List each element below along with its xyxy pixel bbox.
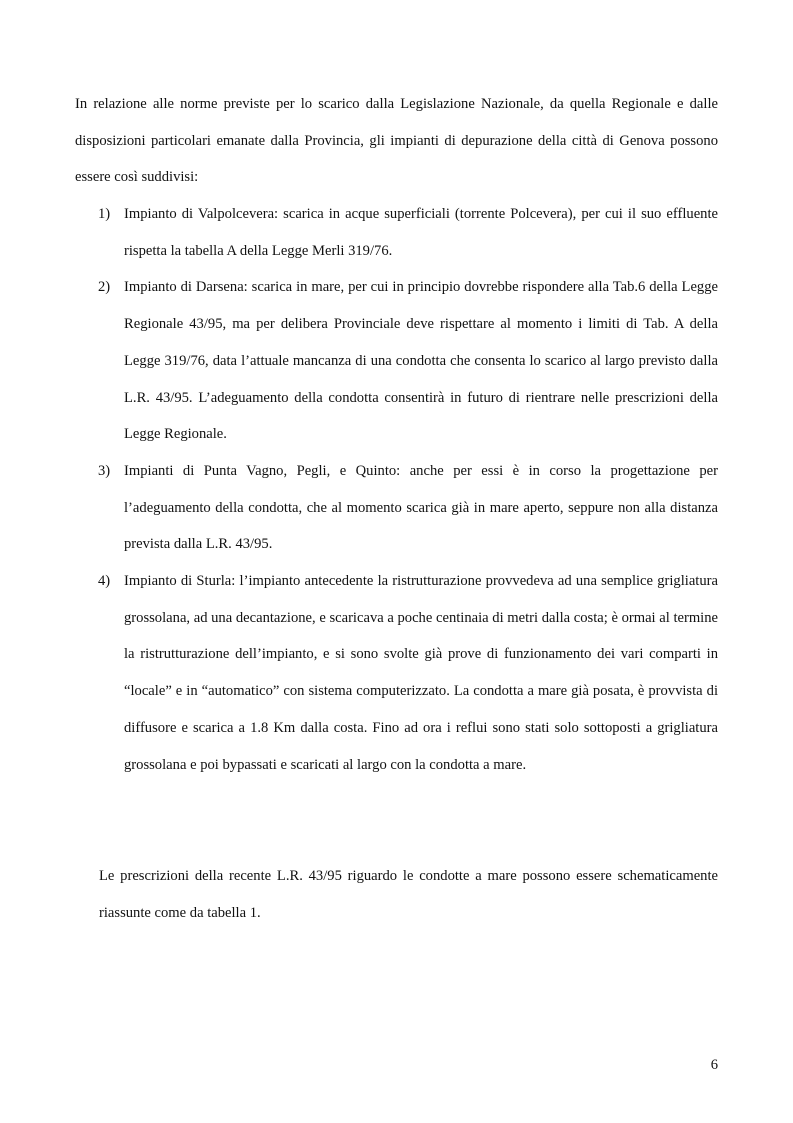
list-item-number: 4) bbox=[98, 573, 111, 590]
list-item-text: Impianto di Valpolcevera: scarica in acque superficiali (torrente Polcevera), per cui il suo effluente rispetta la tabella A della Legge Merli 319/76. bbox=[124, 206, 718, 259]
list-item-number: 1) bbox=[98, 206, 111, 222]
intro-paragraph: In relazione alle norme previste per lo scarico dalla Legislazione Nazionale, da quella Regionale e dalle disposizioni particolari emanate dalla Provincia, gli impianti di depurazione della città di Genova possono essere così suddivisi: bbox=[75, 96, 718, 186]
closing-paragraph: Le prescrizioni della recente L.R. 43/95 riguardo le condotte a mare possono essere schematicamente riassunte come da tabella 1. bbox=[99, 868, 718, 921]
list-item-number: 3) bbox=[98, 462, 111, 479]
list-item bbox=[75, 563, 718, 783]
page-number: 6 bbox=[710, 1057, 718, 1073]
list-item bbox=[75, 453, 718, 563]
list-item bbox=[75, 269, 718, 453]
plant-list bbox=[75, 196, 718, 783]
list-item bbox=[75, 196, 718, 269]
list-item-text: Impianto di Darsena: scarica in mare, per cui in principio dovrebbe rispondere alla Tab.6 della Legge Regionale 43/95, ma per delibera Provinciale deve rispettare al momento i limiti di Tab. A della Legge 319/76, data l’attuale mancanza di una condotta che consenta lo scarico al largo previsto dalla L.R. 43/95. L’adeguamento della condotta consentirà in futuro di rientrare nelle prescrizioni della Legge Regionale. bbox=[124, 279, 718, 443]
list-item-number: 2) bbox=[98, 279, 111, 296]
list-item-text: Impianti di Punta Vagno, Pegli, e Quinto: anche per essi è in corso la progettazione per l’adeguamento della condotta, che al momento scarica già in mare aperto, seppure non alla distanza prevista dalla L.R. 43/95. bbox=[124, 462, 718, 553]
list-item-text: Impianto di Sturla: l’impianto antecedente la ristrutturazione provvedeva ad una semplice grigliatura grossolana, ad una decantazione, e scaricava a poche centinaia di metri dalla costa; è ormai al termine la ristrutturazione dell’impianto, e si sono svolte già prove di funzionamento dei vari comparti in “locale” e in “automatico” con sistema computerizzato. La condotta a mare già posata, è provvista di diffusore e scarica a 1.8 Km dalla costa. Fino ad ora i reflui sono stati solo sottoposti a grigliatura grossolana e poi bypassati e scaricati al largo con la condotta a mare. bbox=[124, 573, 719, 773]
